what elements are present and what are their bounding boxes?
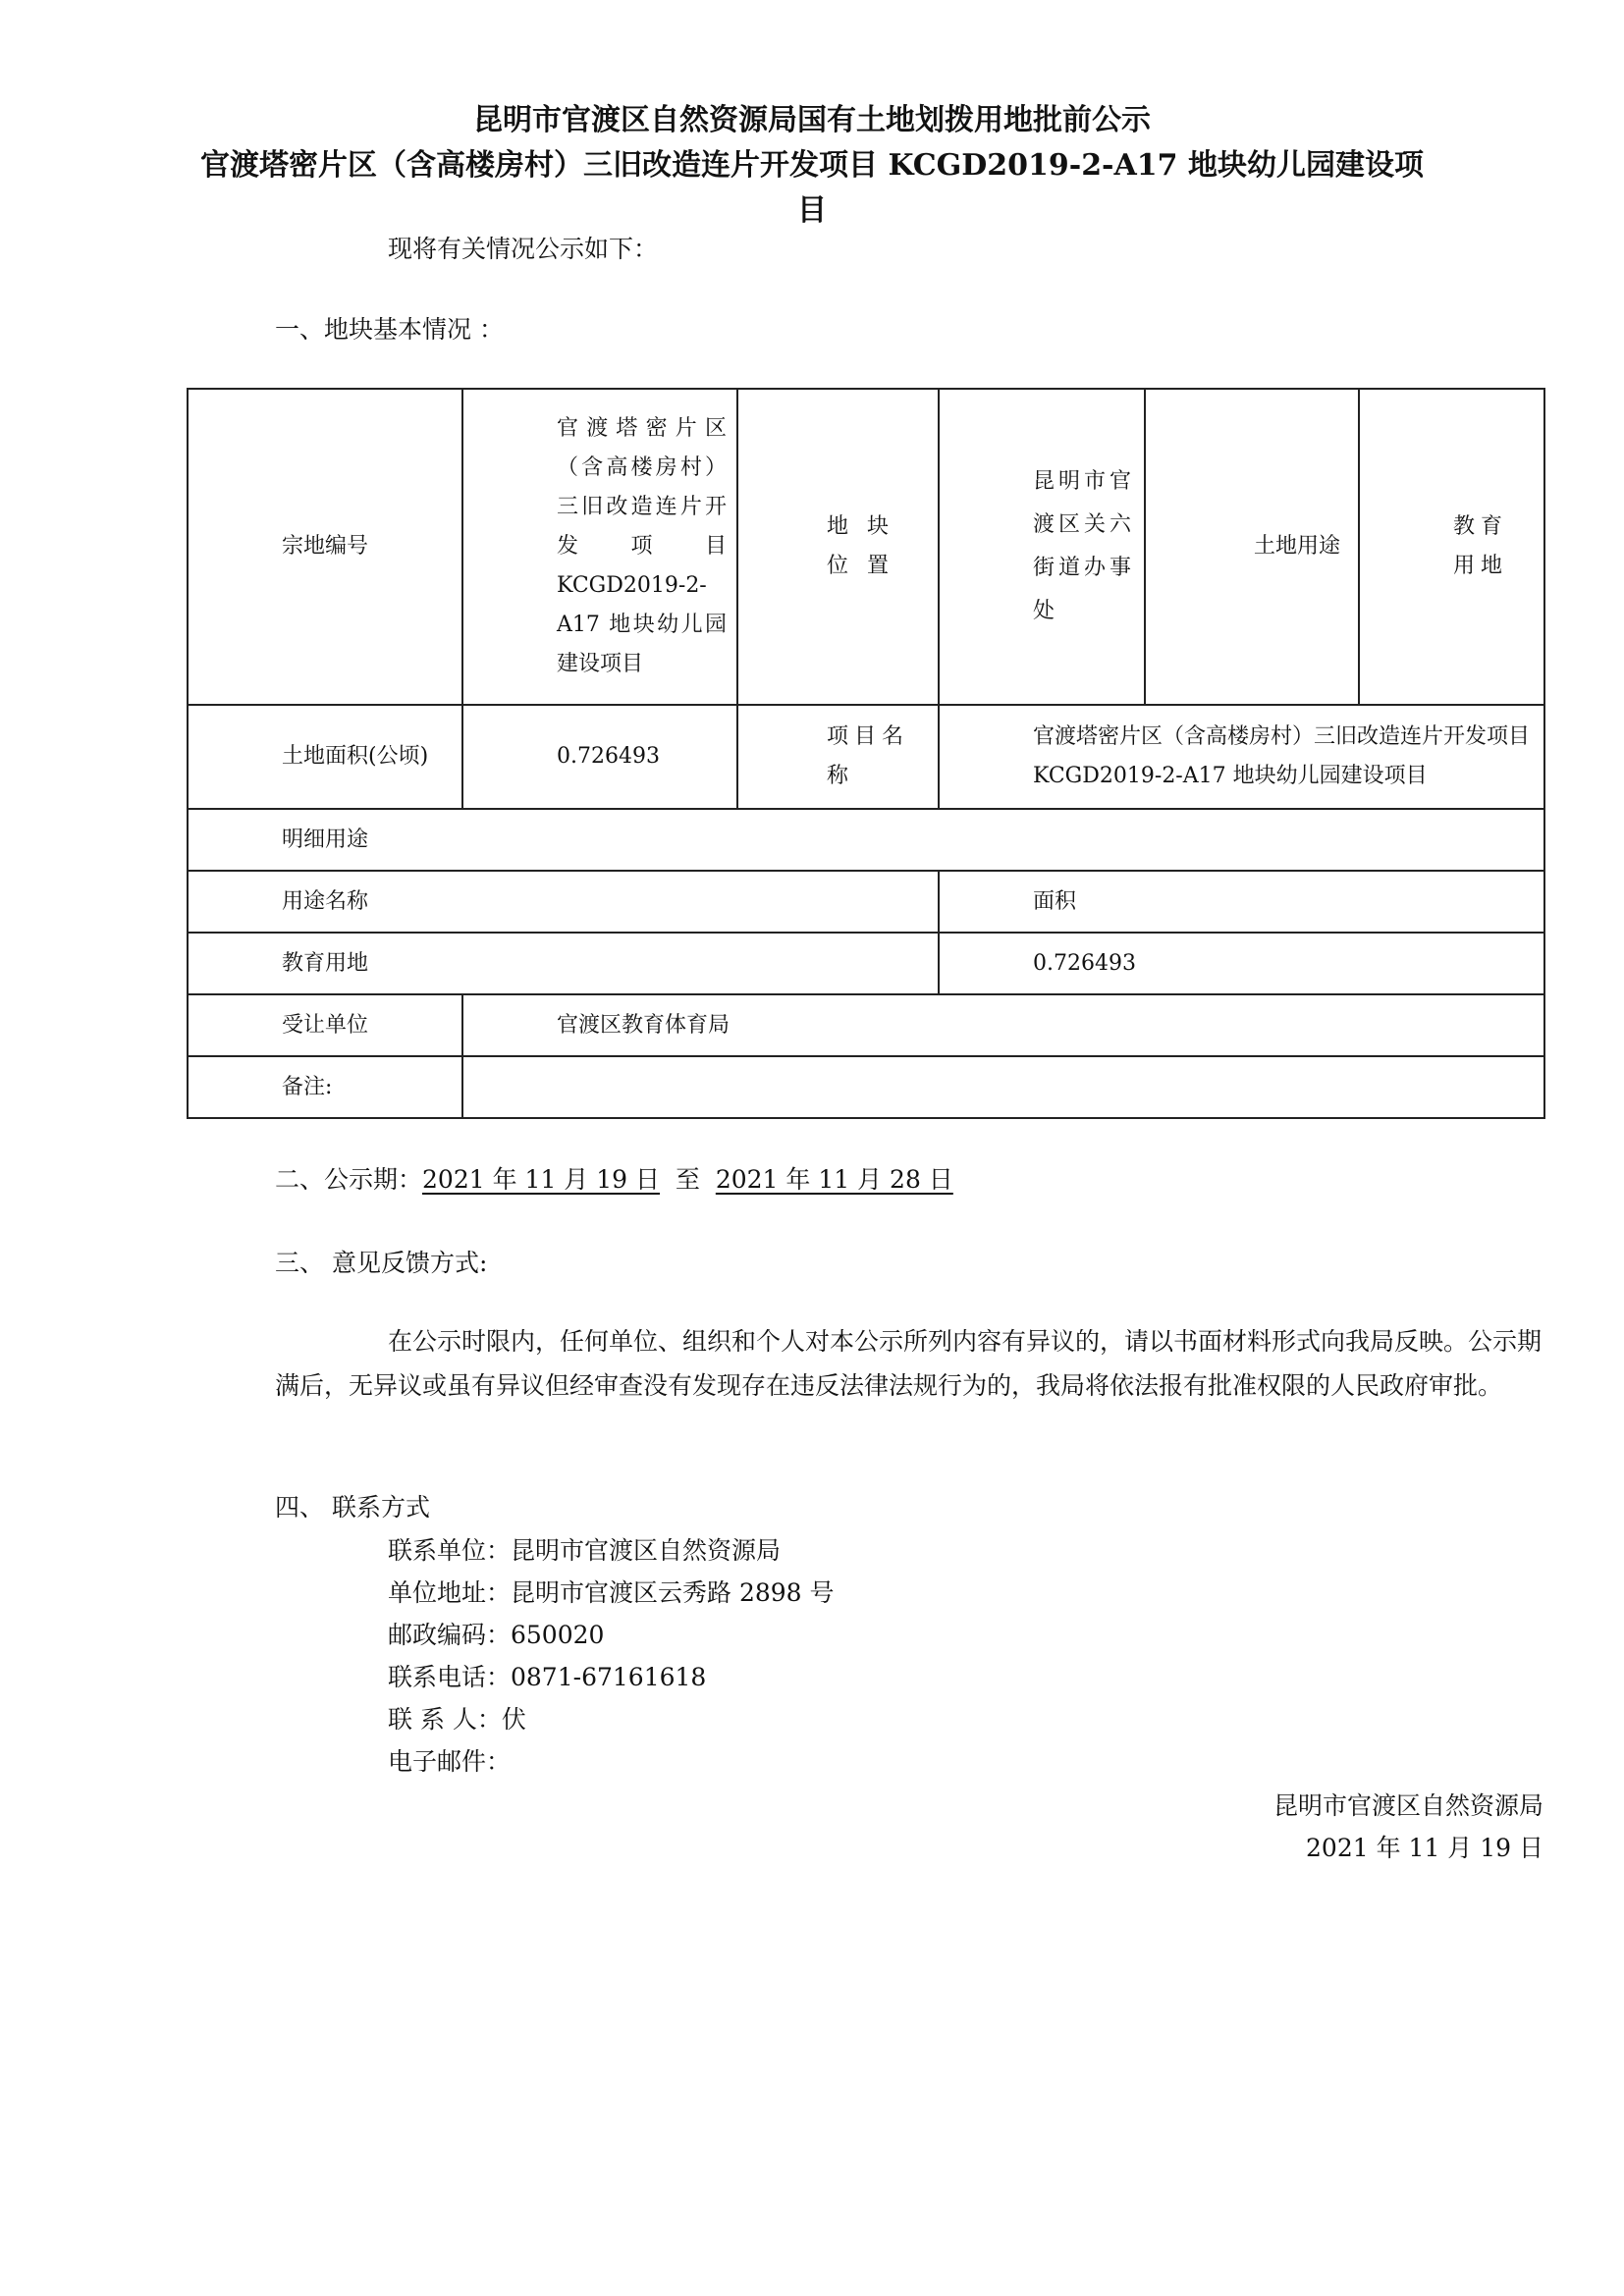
- location-value: 昆明市官渡区关六街道办事处: [939, 389, 1145, 705]
- section2-prefix: 二、公示期：: [275, 1165, 423, 1194]
- table-row: [188, 994, 1544, 1056]
- contact-email: 电子邮件：: [388, 1747, 512, 1776]
- table-row: [188, 1056, 1544, 1118]
- period-end-date: 2021 年 11 月 28 日: [715, 1165, 953, 1194]
- table-row: [188, 933, 1544, 994]
- period-to: 至: [675, 1165, 700, 1194]
- project-name-value: 官渡塔密片区（含高楼房村）三旧改造连片开发项目 KCGD2019-2-A17 地块幼儿园建设项目: [939, 705, 1544, 809]
- intro-text: 现将有关情况公示如下：: [388, 235, 659, 263]
- document-title-line3: 目: [797, 193, 827, 228]
- land-area-value: 0.726493: [462, 705, 737, 809]
- detail-use-name: 教育用地: [188, 933, 939, 994]
- detail-col-use-name: 用途名称: [188, 871, 939, 933]
- parcel-id-value: 官渡塔密片区（含高楼房村）三旧改造连片开发项目 KCGD2019-2-A17 地块幼儿园建设项目: [462, 389, 737, 705]
- period-start-date: 2021 年 11 月 19 日: [422, 1165, 660, 1194]
- label-location: 地 块 位 置: [737, 389, 939, 705]
- table-row: [188, 809, 1544, 871]
- label-grantee: 受让单位: [188, 994, 462, 1056]
- detail-use-area: 0.726493: [939, 933, 1544, 994]
- land-info-table: [187, 388, 1545, 1119]
- label-remark: 备注:: [188, 1056, 462, 1118]
- detail-use-heading: 明细用途: [188, 809, 1544, 871]
- table-row: [188, 705, 1544, 809]
- contact-unit: 联系单位：昆明市官渡区自然资源局: [388, 1536, 782, 1565]
- table-row: [188, 389, 1544, 705]
- land-use-value: 教育用地: [1359, 389, 1544, 705]
- label-land-use: 土地用途: [1145, 389, 1359, 705]
- document-title-line2: 官渡塔密片区（含高楼房村）三旧改造连片开发项目 KCGD2019-2-A17 地块幼儿园建设项: [200, 148, 1424, 183]
- table-row: [188, 871, 1544, 933]
- section3-body: 在公示时限内，任何单位、组织和个人对本公示所列内容有异议的，请以书面材料形式向我局反映。公示期满后，无异议或虽有异议但经审查没有发现存在违反法律法规行为的，我局将依法报有批准权限的人民政府审批。: [275, 1327, 1543, 1400]
- contact-postcode: 邮政编码：650020: [388, 1621, 605, 1649]
- remark-value: [462, 1056, 1544, 1118]
- contact-address: 单位地址：昆明市官渡区云秀路 2898 号: [388, 1578, 835, 1607]
- section2-period: [275, 1158, 953, 1201]
- section4-heading: 四、 联系方式: [275, 1493, 430, 1522]
- contact-person: 联 系 人：伏: [388, 1705, 526, 1734]
- label-project-name: 项目名称: [737, 705, 939, 809]
- signature-org: 昆明市官渡区自然资源局: [1272, 1791, 1543, 1820]
- detail-col-area: 面积: [939, 871, 1544, 933]
- section1-heading: 一、地块基本情况 ：: [275, 315, 504, 344]
- label-land-area: 土地面积(公顷): [188, 705, 462, 809]
- label-parcel-id: 宗地编号: [188, 389, 462, 705]
- grantee-value: 官渡区教育体育局: [462, 994, 1544, 1056]
- signature-date: 2021 年 11 月 19 日: [1306, 1834, 1543, 1862]
- contact-phone: 联系电话：0871-67161618: [388, 1663, 707, 1691]
- document-title-line1: 昆明市官渡区自然资源局国有土地划拨用地批前公示: [473, 103, 1151, 137]
- section3-heading: 三、 意见反馈方式:: [275, 1249, 488, 1277]
